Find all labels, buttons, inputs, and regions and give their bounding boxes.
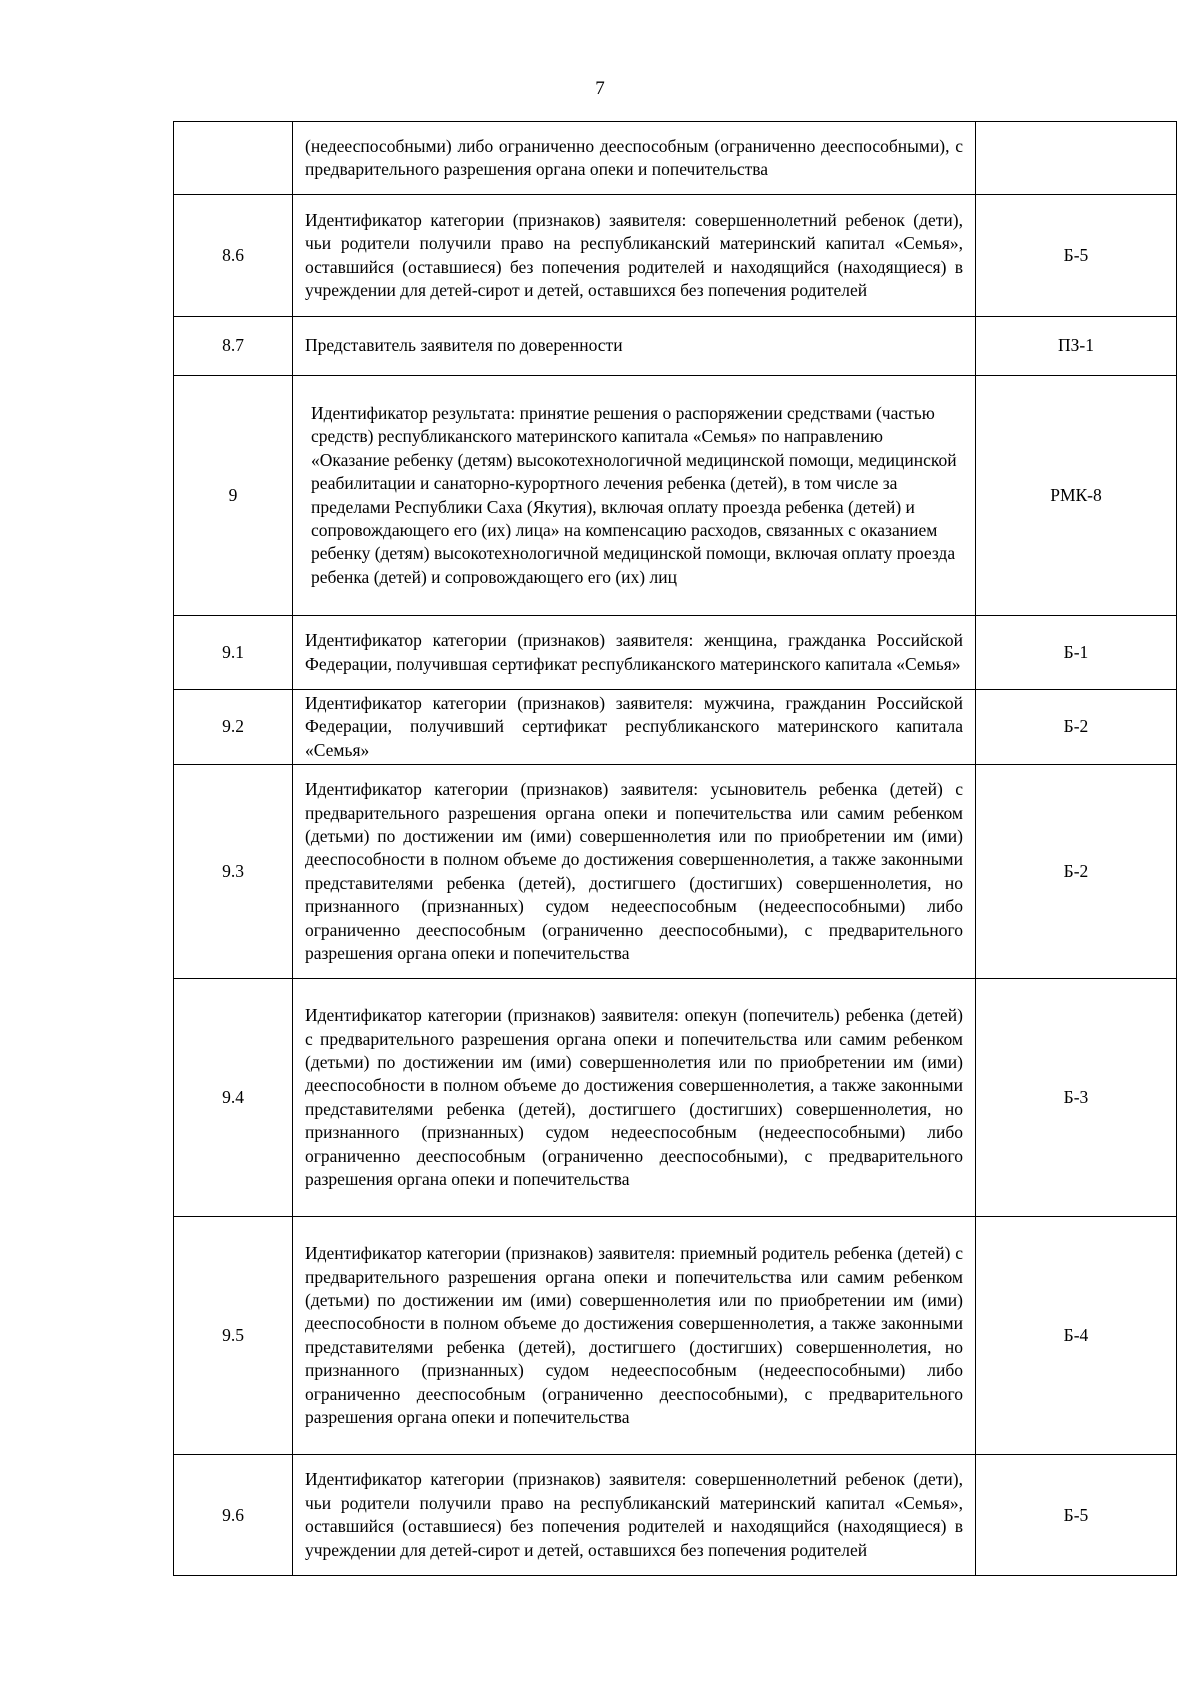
- row-number: 9: [174, 376, 293, 616]
- row-code: Б-2: [976, 690, 1177, 765]
- table-row: [174, 616, 1177, 690]
- row-code: Б-5: [976, 1455, 1177, 1576]
- page-number: 7: [595, 78, 605, 99]
- table-row: [174, 195, 1177, 317]
- table-row: [174, 1455, 1177, 1576]
- table-row: [174, 979, 1177, 1217]
- row-code: [976, 122, 1177, 195]
- row-number: 9.6: [174, 1455, 293, 1576]
- table-row: [174, 122, 1177, 195]
- table-row: [174, 690, 1177, 765]
- row-number: 9.1: [174, 616, 293, 690]
- row-code: Б-2: [976, 765, 1177, 979]
- row-description: Идентификатор категории (признаков) заявителя: приемный родитель ребенка (детей) с предварительного разрешения органа опеки и попечительства или самим ребенком (детьми) по достижении им (ими) совершеннолетия или по приобретении им (ими) дееспособности в полном объеме до достижения совершеннолетия, а также законными представителями ребенка (детей), достигшего (достигших) совершеннолетия, но признанного (признанных) судом недееспособным (недееспособными) либо ограниченно дееспособным (ограниченно дееспособными), с предварительного разрешения органа опеки и попечительства: [293, 1217, 976, 1455]
- row-description: Идентификатор категории (признаков) заявителя: женщина, гражданка Российской Федерации, получившая сертификат республиканского материнского капитала «Семья»: [293, 616, 976, 690]
- table-row: [174, 765, 1177, 979]
- row-description: Идентификатор категории (признаков) заявителя: совершеннолетний ребенок (дети), чьи родители получили право на республиканский материнский капитал «Семья», оставшийся (оставшиеся) без попечения родителей и находящийся (находящиеся) в учреждении для детей-сирот и детей, оставшихся без попечения родителей: [293, 195, 976, 317]
- row-description: (недееспособными) либо ограниченно дееспособным (ограниченно дееспособными), с предварительного разрешения органа опеки и попечительства: [293, 122, 976, 195]
- row-number: 9.2: [174, 690, 293, 765]
- row-number: 9.5: [174, 1217, 293, 1455]
- row-description: Идентификатор результата: принятие решения о распоряжении средствами (частью средств) республиканского материнского капитала «Семья» по направлению «Оказание ребенку (детям) высокотехнологичной медицинской помощи, медицинской реабилитации и санаторно-курортного лечения ребенка (детей), в том числе за пределами Республики Саха (Якутия), включая оплату проезда ребенка (детей) и сопровождающего его (их) лица» на компенсацию расходов, связанных с оказанием ребенку (детям) высокотехнологичной медицинской помощи, включая оплату проезда ребенка (детей) и сопровождающего его (их) лиц: [293, 376, 976, 616]
- row-number: 8.7: [174, 317, 293, 376]
- row-code: Б-5: [976, 195, 1177, 317]
- row-code: Б-3: [976, 979, 1177, 1217]
- row-description: Представитель заявителя по доверенности: [293, 317, 976, 376]
- row-code: Б-4: [976, 1217, 1177, 1455]
- row-number: 9.4: [174, 979, 293, 1217]
- table-row: [174, 1217, 1177, 1455]
- table-row: [174, 317, 1177, 376]
- row-code: Б-1: [976, 616, 1177, 690]
- row-number: 9.3: [174, 765, 293, 979]
- row-number: 8.6: [174, 195, 293, 317]
- row-description: Идентификатор категории (признаков) заявителя: совершеннолетний ребенок (дети), чьи родители получили право на республиканский материнский капитал «Семья», оставшийся (оставшиеся) без попечения родителей и находящийся (находящиеся) в учреждении для детей-сирот и детей, оставшихся без попечения родителей: [293, 1455, 976, 1576]
- row-code: ПЗ-1: [976, 317, 1177, 376]
- row-description: Идентификатор категории (признаков) заявителя: мужчина, гражданин Российской Федерации, получивший сертификат республиканского материнского капитала «Семья»: [293, 690, 976, 765]
- table-row: [174, 376, 1177, 616]
- identifier-table: [173, 121, 1177, 1576]
- row-number: [174, 122, 293, 195]
- row-description: Идентификатор категории (признаков) заявителя: опекун (попечитель) ребенка (детей) с предварительного разрешения органа опеки и попечительства или самим ребенком (детьми) по достижении им (ими) совершеннолетия или по приобретении им (ими) дееспособности в полном объеме до достижения совершеннолетия, а также законными представителями ребенка (детей), достигшего (достигших) совершеннолетия, но признанного (признанных) судом недееспособным (недееспособными) либо ограниченно дееспособным (ограниченно дееспособными), с предварительного разрешения органа опеки и попечительства: [293, 979, 976, 1217]
- row-description: Идентификатор категории (признаков) заявителя: усыновитель ребенка (детей) с предварительного разрешения органа опеки и попечительства или самим ребенком (детьми) по достижении им (ими) совершеннолетия или по приобретении им (ими) дееспособности в полном объеме до достижения совершеннолетия, а также законными представителями ребенка (детей), достигшего (достигших) совершеннолетия, но признанного (признанных) судом недееспособным (недееспособными) либо ограниченно дееспособным (ограниченно дееспособными), с предварительного разрешения органа опеки и попечительства: [293, 765, 976, 979]
- row-code: РМК-8: [976, 376, 1177, 616]
